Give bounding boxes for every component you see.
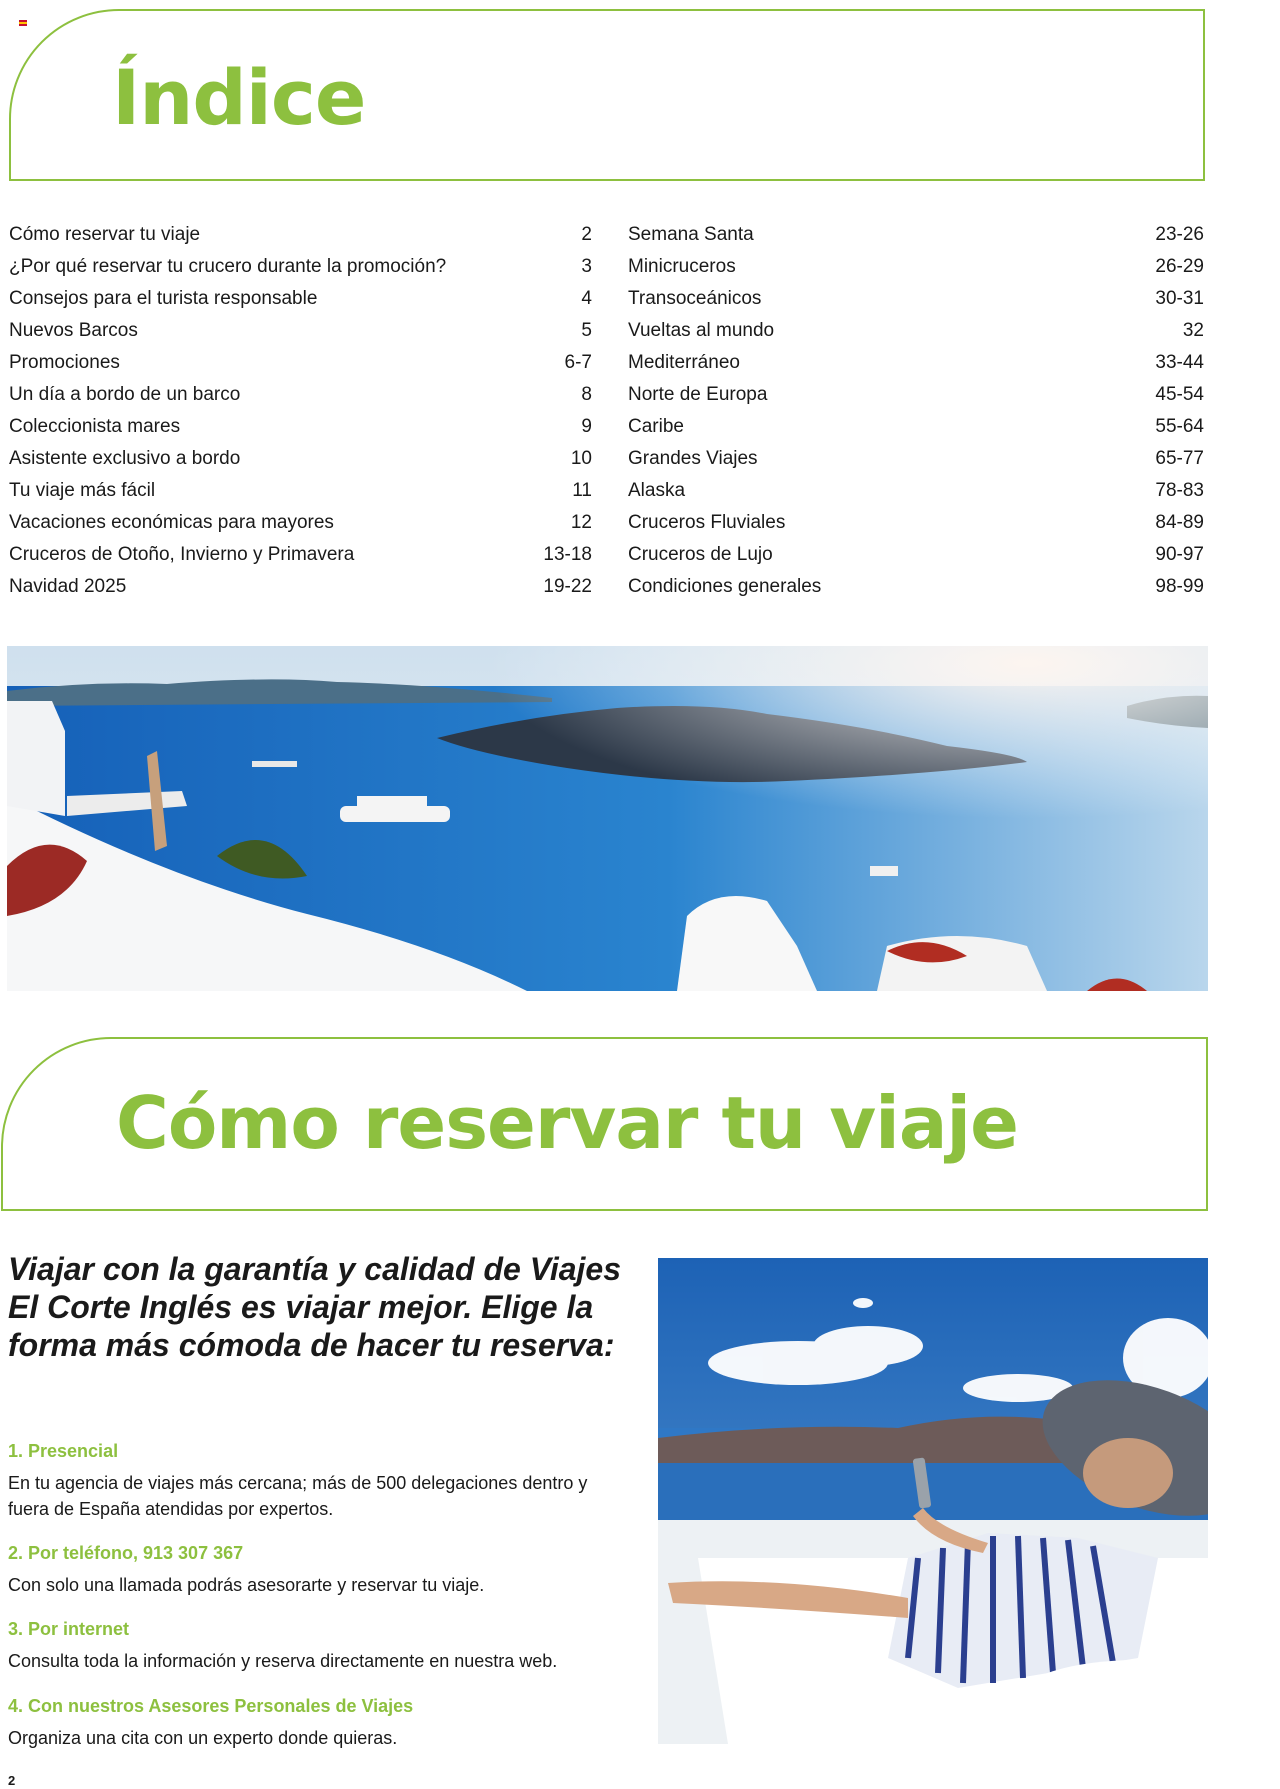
- toc-label: Un día a bordo de un barco: [9, 384, 241, 405]
- toc-label: Cómo reservar tu viaje: [9, 224, 201, 245]
- option-text: En tu agencia de viajes más cercana; más de 500 delegaciones dentro y fuera de España atendidas por expertos.: [8, 1473, 588, 1519]
- toc-entry[interactable]: [628, 511, 1204, 543]
- toc-entry[interactable]: [628, 447, 1204, 479]
- toc-page: 55-64: [1155, 416, 1204, 437]
- toc-entry[interactable]: [9, 287, 592, 319]
- option-text: Organiza una cita con un experto donde quieras.: [8, 1728, 398, 1748]
- section-title-frame: [1, 1037, 1208, 1211]
- toc-label: Semana Santa: [628, 224, 754, 245]
- section-intro: Viajar con la garantía y calidad de Viajes El Corte Inglés es viajar mejor. Elige la forma más cómoda de hacer tu reserva:: [8, 1251, 622, 1363]
- toc-label: Nuevos Barcos: [9, 320, 138, 341]
- option-heading: 1. Presencial: [8, 1441, 119, 1461]
- index-title: Índice: [112, 53, 366, 142]
- toc-page: 30-31: [1155, 288, 1204, 309]
- toc-page: 13-18: [543, 544, 592, 565]
- section-title: Cómo reservar tu viaje: [116, 1081, 1018, 1165]
- toc-label: Tu viaje más fácil: [9, 480, 156, 501]
- toc-page: 19-22: [543, 576, 592, 597]
- toc-entry[interactable]: [9, 543, 592, 575]
- option-heading: 4. Con nuestros Asesores Personales de Viajes: [8, 1696, 414, 1716]
- option-heading: 3. Por internet: [8, 1619, 130, 1639]
- toc-entry[interactable]: [628, 543, 1204, 575]
- toc-entry[interactable]: [628, 319, 1204, 351]
- toc-label: Navidad 2025: [9, 576, 127, 597]
- toc-entry[interactable]: [9, 223, 592, 255]
- toc-label: ¿Por qué reservar tu crucero durante la promoción?: [9, 256, 447, 277]
- toc-label: Caribe: [628, 416, 684, 437]
- toc-entry[interactable]: [9, 319, 592, 351]
- toc-entry[interactable]: [628, 575, 1204, 607]
- toc-page: 23-26: [1155, 224, 1204, 245]
- toc-entry[interactable]: [628, 351, 1204, 383]
- toc-entry[interactable]: [628, 383, 1204, 415]
- toc-page: 10: [570, 448, 592, 469]
- toc-page: 45-54: [1155, 384, 1204, 405]
- index-title-frame: [9, 9, 1205, 181]
- toc-page: 32: [1182, 320, 1204, 341]
- toc-entry[interactable]: [628, 255, 1204, 287]
- toc-label: Minicruceros: [628, 256, 736, 277]
- option-text: Con solo una llamada podrás asesorarte y reservar tu viaje.: [8, 1575, 485, 1595]
- toc-entry[interactable]: [9, 447, 592, 479]
- toc-right-column: [628, 223, 1204, 607]
- toc-entry[interactable]: [9, 255, 592, 287]
- toc-page: 2: [581, 224, 592, 245]
- toc-label: Alaska: [628, 480, 686, 501]
- toc-entry[interactable]: [9, 383, 592, 415]
- toc-page: 98-99: [1155, 576, 1204, 597]
- toc-label: Consejos para el turista responsable: [9, 288, 318, 309]
- toc-page: 9: [581, 416, 592, 437]
- toc-entry[interactable]: [628, 223, 1204, 255]
- toc-label: Transoceánicos: [628, 288, 762, 309]
- toc-entry[interactable]: [9, 415, 592, 447]
- toc-page: 4: [581, 288, 592, 309]
- toc-page: 78-83: [1155, 480, 1204, 501]
- spain-flag-icon: [19, 20, 27, 26]
- toc-label: Asistente exclusivo a bordo: [9, 448, 241, 469]
- toc-entry[interactable]: [628, 415, 1204, 447]
- woman-phone-photo: [658, 1258, 1208, 1744]
- toc-page: 90-97: [1155, 544, 1204, 565]
- toc-entry[interactable]: [9, 575, 592, 607]
- toc-label: Coleccionista mares: [9, 416, 181, 437]
- toc-page: 84-89: [1155, 512, 1204, 533]
- toc-page: 3: [581, 256, 592, 277]
- option-text: Consulta toda la información y reserva directamente en nuestra web.: [8, 1651, 558, 1671]
- toc-label: Cruceros de Otoño, Invierno y Primavera: [9, 544, 355, 565]
- toc-label: Vacaciones económicas para mayores: [9, 512, 334, 533]
- toc-page: 26-29: [1155, 256, 1204, 277]
- toc-label: Cruceros de Lujo: [628, 544, 773, 565]
- toc-page: 11: [572, 480, 592, 501]
- toc-label: Vueltas al mundo: [628, 320, 775, 341]
- toc-label: Condiciones generales: [628, 576, 822, 597]
- toc-entry[interactable]: [9, 351, 592, 383]
- toc-entry[interactable]: [628, 287, 1204, 319]
- toc-page: 33-44: [1155, 352, 1204, 373]
- toc-label: Norte de Europa: [628, 384, 768, 405]
- option-heading[interactable]: 2. Por teléfono, 913 307 367: [8, 1543, 244, 1563]
- toc-page: 12: [570, 512, 592, 533]
- toc-page: 8: [581, 384, 592, 405]
- toc-entry[interactable]: [628, 479, 1204, 511]
- toc-page: 5: [581, 320, 592, 341]
- toc-page: 65-77: [1155, 448, 1204, 469]
- toc-entry[interactable]: [9, 511, 592, 543]
- toc-page: 6-7: [564, 352, 592, 373]
- toc-label: Mediterráneo: [628, 352, 740, 373]
- toc-label: Cruceros Fluviales: [628, 512, 786, 533]
- toc-label: Grandes Viajes: [628, 448, 758, 469]
- toc-entry[interactable]: [9, 479, 592, 511]
- toc-label: Promociones: [9, 352, 120, 373]
- santorini-hero-photo: [7, 646, 1208, 991]
- toc-left-column: [9, 223, 592, 607]
- page-number: 2: [8, 1773, 16, 1788]
